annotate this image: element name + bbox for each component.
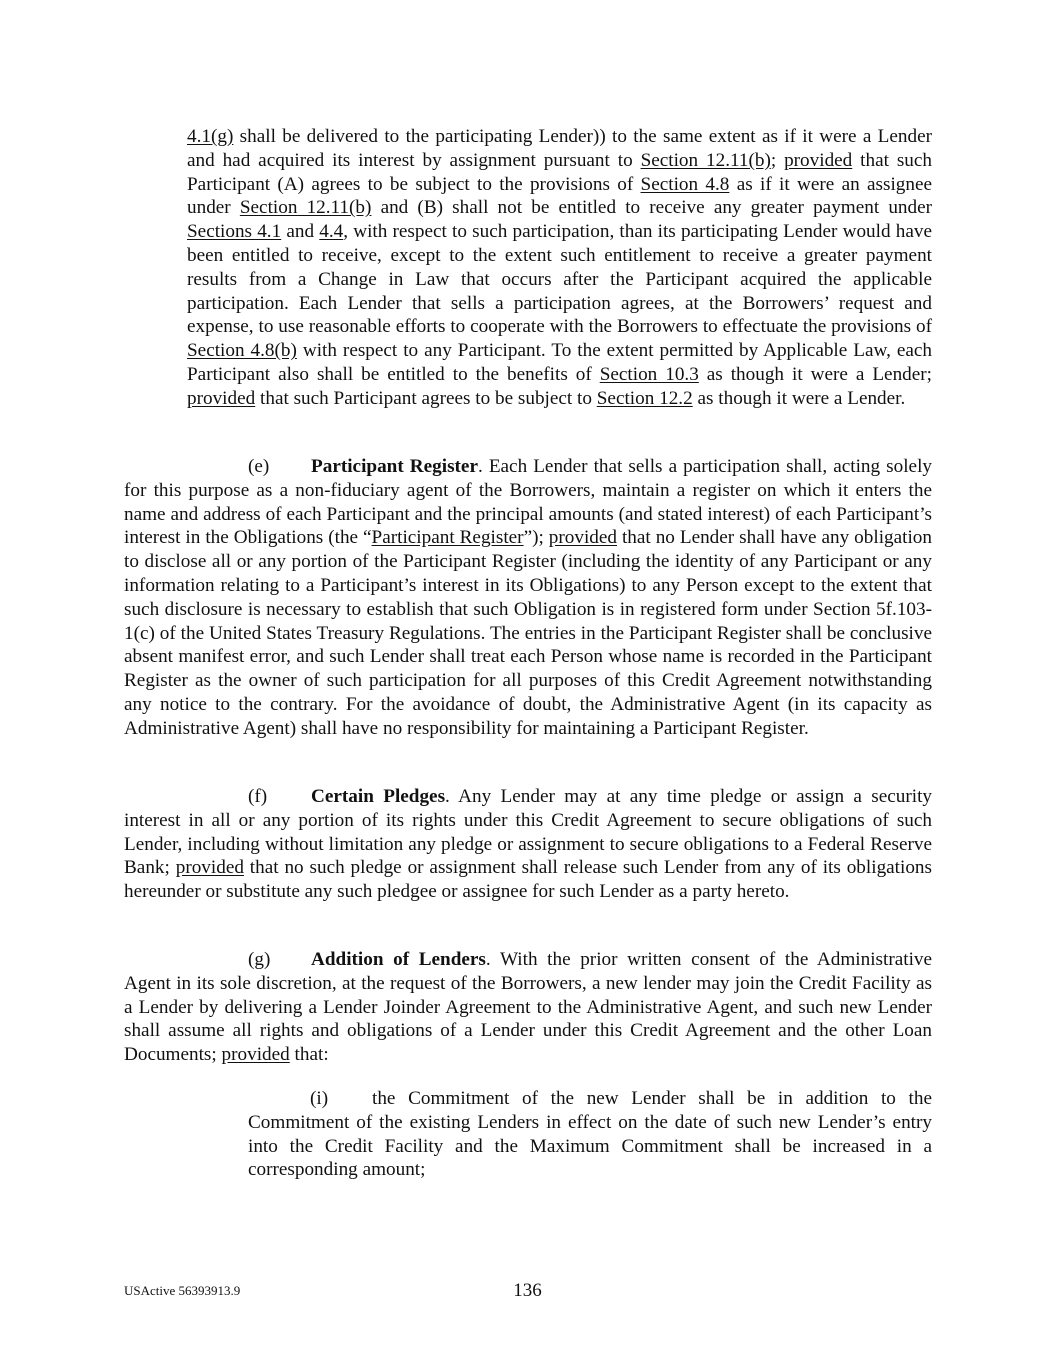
section-reference: Section 12.2 [596, 387, 693, 409]
paragraph-label: (f) [248, 786, 268, 807]
section-reference: Section 10.3 [599, 363, 699, 385]
paragraph-text: that such Participant agrees to be subject to [255, 387, 597, 409]
paragraph-text: that no such pledge or assignment shall release such Lender from any of its obligations hereunder or substitute any such pledgee or assignee for such Lender as a party hereto. [124, 857, 932, 903]
paragraph-text: as though it were a Lender; [698, 363, 933, 385]
paragraph-text: and (B) shall not be entitled to receive any greater payment under [371, 197, 933, 219]
paragraph-text: that no Lender shall have any obligation to disclose all or any portion of the Participant Register (including the identity of any Participant or any information relating to a Participant’s interest in its Obligations) to any Person except to the extent that such disclosure is necessary to establish that such Obligation is in registered form under Section 5f.103-1(c) of the United States Treasury Regulations. The entries in the Participant Register shall be conclusive absent manifest error, and such Lender shall treat each Person whose name is recorded in the Participant Register as the owner of such participation for all purposes of this Credit Agreement notwithstanding any notice to the contrary. For the avoidance of doubt, the Administrative Agent (in its capacity as Administrative Agent) shall have no responsibility for maintaining a Participant Register. [124, 527, 932, 739]
paragraph-text: that: [289, 1044, 329, 1066]
provided-term: provided [784, 149, 853, 171]
paragraph-label: (g) [248, 949, 271, 970]
paragraph-text: as though it were a Lender. [692, 387, 906, 409]
page-number: 136 [513, 1280, 542, 1301]
paragraph-text: and [281, 221, 320, 243]
paragraph-i [248, 1087, 932, 1182]
paragraph-text: the Commitment of the new Lender shall be in addition to the Commitment of the existing Lenders in effect on the date of such new Lender’s entry into the Credit Facility and the Maximum Commitment shall be increased in a corresponding amount; [248, 1088, 932, 1181]
section-reference: Section 4.8 [640, 173, 730, 195]
provided-term: provided [548, 527, 617, 549]
paragraph-heading: Certain Pledges [311, 786, 446, 807]
document-id: USActive 56393913.9 [124, 1283, 241, 1298]
paragraph-text: . With the prior written consent of the Administrative Agent in its sole discretion, at the request of the Borrowers, a new lender may join the Credit Facility as a Lender by delivering a Lender Joinder Agreement to the Administrative Agent, and such new Lender shall assume all rights and obligations of a Lender under this Credit Agreement and the other Loan Documents; [124, 949, 933, 1066]
section-reference: Sections 4.1 [187, 221, 282, 243]
provided-term: provided [175, 857, 244, 879]
section-reference: Section 12.11(b) [640, 149, 771, 171]
paragraph-text: , with respect to such participation, than its participating Lender would have been entitled to receive, except to the extent such entitlement to receive a greater payment results from a Change in Law that occurs after the Participant acquired the applicable participation. Each Lender that sells a participation agrees, at the Borrowers’ request and expense, to use reasonable efforts to cooperate with the Borrowers to effectuate the provisions of [187, 221, 932, 338]
provided-term: provided [187, 387, 256, 409]
paragraph-heading: Addition of Lenders [311, 949, 486, 970]
paragraph-text: ; [770, 149, 785, 171]
paragraph-heading: Participant Register [311, 456, 478, 477]
paragraph-f [124, 785, 932, 904]
paragraph-text: that such Participant (A) agrees to be subject to the provisions of [187, 149, 932, 195]
section-reference: Section 12.11(b) [239, 197, 372, 219]
paragraph-label: (i) [310, 1088, 329, 1109]
paragraph-e [124, 455, 932, 741]
provided-term: provided [221, 1044, 290, 1066]
paragraph-text: . Each Lender that sells a participation shall, acting solely for this purpose as a non-fiduciary agent of the Borrowers, maintain a register on which it enters the name and address of each Participant and the principal amounts (and stated interest) of each Participant’s interest in the Obligations (the “ [124, 456, 932, 549]
paragraph-text: ”); [523, 527, 549, 549]
section-reference: 4.1(g) [187, 126, 234, 147]
paragraph-label: (e) [248, 456, 270, 477]
paragraph-text: shall be delivered to the participating Lender)) to the same extent as if it were a Lender and had acquired its interest by assignment pursuant to [187, 126, 932, 171]
defined-term: Participant Register [371, 527, 524, 549]
paragraph-text: with respect to any Participant. To the extent permitted by Applicable Law, each Participant also shall be entitled to the benefits of [187, 340, 932, 385]
paragraph-text: as if it were an assignee under [187, 173, 932, 219]
section-reference: Section 4.8(b) [187, 340, 297, 362]
paragraph-continuation [187, 125, 932, 411]
paragraph-g [124, 948, 932, 1067]
section-reference: 4.4 [319, 221, 344, 243]
paragraph-text: . Any Lender may at any time pledge or assign a security interest in all or any portion of its rights under this Credit Agreement to secure obligations of such Lender, including without limitation any pledge or assignment to secure obligations to a Federal Reserve Bank; [124, 786, 932, 879]
